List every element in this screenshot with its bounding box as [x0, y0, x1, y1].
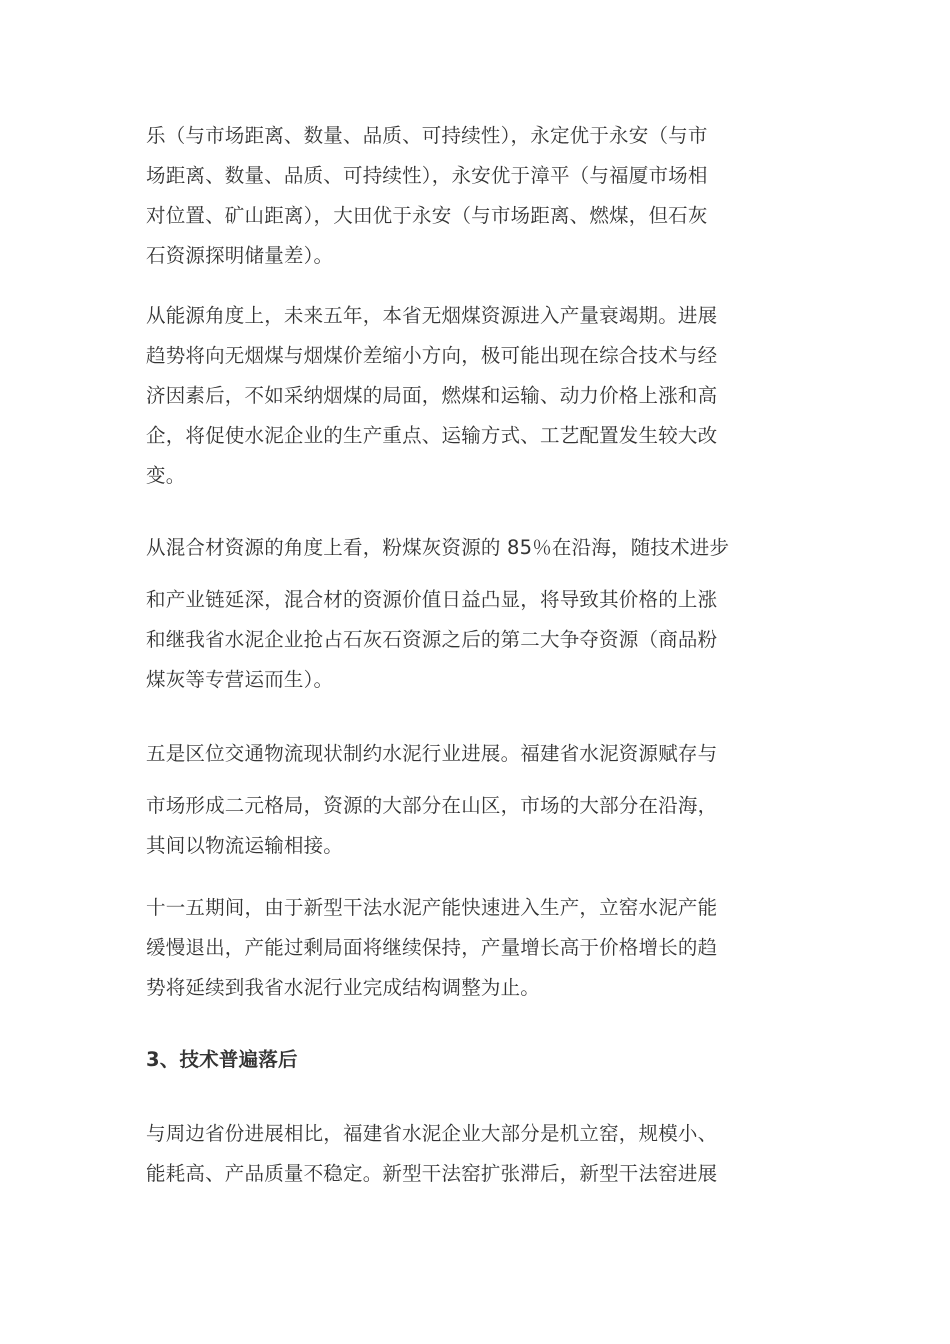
text-line: 趋势将向无烟煤与烟煤价差缩小方向，极可能出现在综合技术与经	[146, 344, 718, 367]
text-line: 企，将促使水泥企业的生产重点、运输方式、工艺配置发生较大改	[146, 424, 718, 447]
text-line: 和继我省水泥企业抢占石灰石资源之后的第二大争夺资源（商品粉	[146, 628, 718, 651]
text-line: 能耗高、产品质量不稳定。新型干法窑扩张滞后，新型干法窑进展	[146, 1162, 718, 1185]
text-line: 市场形成二元格局，资源的大部分在山区，市场的大部分在沿海，	[146, 794, 718, 817]
text-line: 其间以物流运输相接。	[146, 834, 344, 857]
text-line: 和产业链延深，混合材的资源价值日益凸显，将导致其价格的上涨	[146, 588, 718, 611]
text-line: 石资源探明储量差）。	[146, 244, 334, 267]
text-line: 缓慢退出，产能过剩局面将继续保持，产量增长高于价格增长的趋	[146, 936, 718, 959]
text-line: 变。	[146, 464, 186, 487]
text-line: 势将延续到我省水泥行业完成结构调整为止。	[146, 976, 541, 999]
text-line: 济因素后，不如采纳烟煤的局面，燃煤和运输、动力价格上涨和高	[146, 384, 718, 407]
text-line: 从混合材资源的角度上看，粉煤灰资源的 85％在沿海，随技术进步	[146, 536, 730, 559]
text-line: 从能源角度上，未来五年，本省无烟煤资源进入产量衰竭期。进展	[146, 304, 718, 327]
text-line: 对位置、矿山距离），大田优于永安（与市场距离、燃煤，但石灰	[146, 204, 708, 227]
text-line: 十一五期间，由于新型干法水泥产能快速进入生产，立窑水泥产能	[146, 896, 718, 919]
text-line: 五是区位交通物流现状制约水泥行业进展。福建省水泥资源赋存与	[146, 742, 718, 765]
text-line: 场距离、数量、品质、可持续性），永安优于漳平（与福厦市场相	[146, 164, 708, 187]
text-line: 煤灰等专营运而生）。	[146, 668, 334, 691]
section-heading: 3、技术普遍落后	[146, 1048, 298, 1071]
text-line: 乐（与市场距离、数量、品质、可持续性），永定优于永安（与市	[146, 124, 708, 147]
text-line: 与周边省份进展相比，福建省水泥企业大部分是机立窑，规模小、	[146, 1122, 718, 1145]
